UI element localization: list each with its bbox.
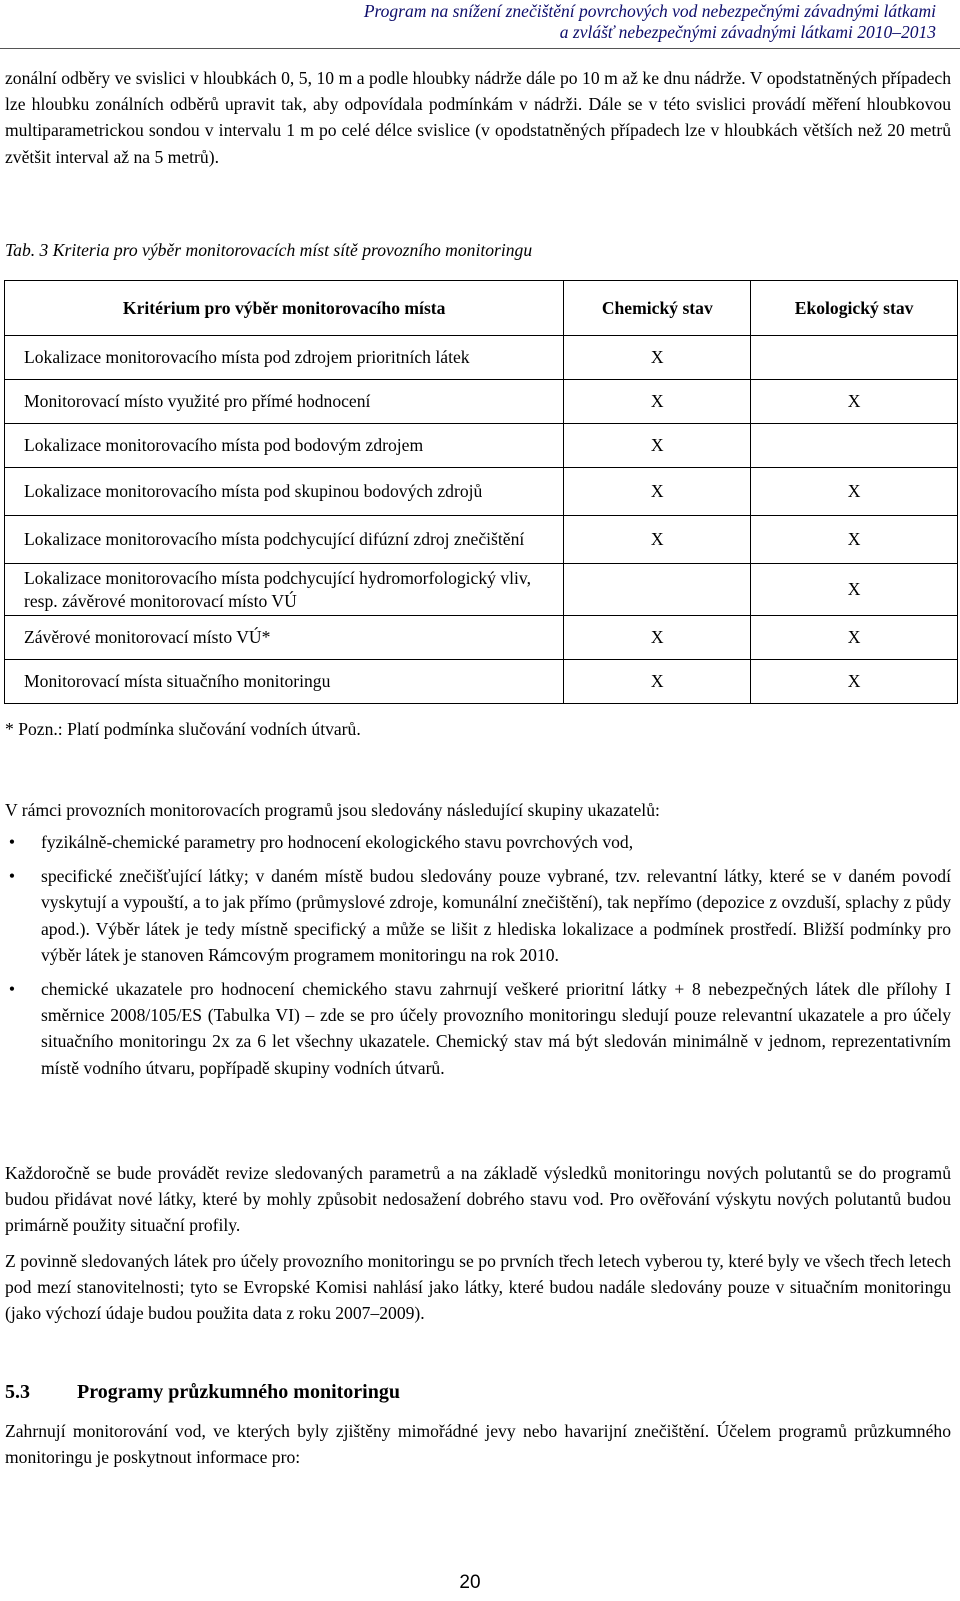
criteria-table xyxy=(4,280,958,704)
chemical-cell: X xyxy=(564,660,751,704)
column-header-criterion: Kritérium pro výběr monitorovacího místa xyxy=(5,281,564,336)
section-paragraph: Zahrnují monitorování vod, ve kterých byly zjištěny mimořádné jevy nebo havarijní znečištění. Účelem programů průzkumného monitoringu je poskytnout informace pro: xyxy=(5,1421,951,1468)
table-row xyxy=(5,468,958,516)
page-number: 20 xyxy=(459,1572,481,1593)
chemical-cell: X xyxy=(564,336,751,380)
table-row xyxy=(5,564,958,616)
table-row xyxy=(5,516,958,564)
chemical-cell: X xyxy=(564,616,751,660)
list-item xyxy=(5,863,951,968)
chemical-cell xyxy=(564,564,751,616)
section-number: 5.3 xyxy=(5,1381,30,1403)
table-caption: Tab. 3 Kriteria pro výběr monitorovacích míst sítě provozního monitoringu xyxy=(5,240,533,260)
criterion-cell: Monitorovací místa situačního monitoringu xyxy=(5,660,564,704)
ecological-cell xyxy=(751,336,958,380)
ecological-cell: X xyxy=(751,564,958,616)
ecological-cell xyxy=(751,424,958,468)
chemical-cell: X xyxy=(564,468,751,516)
ecological-cell: X xyxy=(751,660,958,704)
indicator-group-list xyxy=(5,829,951,1089)
criterion-cell: Lokalizace monitorovacího místa pod skupinou bodových zdrojů xyxy=(5,468,564,516)
table-row xyxy=(5,424,958,468)
table-row xyxy=(5,660,958,704)
list-item-text: chemické ukazatele pro hodnocení chemického stavu zahrnují veškeré prioritní látky + 8 nebezpečných látek dle přílohy I směrnice 2008/105/ES (Tabulka VI) – zde se pro účely provozního monitoringu sledují pouze relevantní ukazatele a pro účely situačního monitoringu 2x za 6 let všechny ukazatele. Chemický stav má být sledován minimálně v jednom, reprezentativním místě vodního útvaru, popřípadě skupiny vodních útvarů. xyxy=(41,979,951,1078)
criterion-cell: Lokalizace monitorovacího místa podchycující difúzní zdroj znečištění xyxy=(5,516,564,564)
column-header-chemical: Chemický stav xyxy=(564,281,751,336)
bullet-icon: • xyxy=(8,832,16,852)
bullet-icon: • xyxy=(8,866,16,887)
criterion-cell: Lokalizace monitorovacího místa pod zdrojem prioritních látek xyxy=(5,336,564,380)
column-header-ecological: Ekologický stav xyxy=(751,281,958,336)
criterion-cell: Lokalizace monitorovacího místa pod bodovým zdrojem xyxy=(5,424,564,468)
revision-paragraph: Každoročně se bude provádět revize sledovaných parametrů a na základě výsledků monitoringu nových polutantů se do programů budou přidávat nové látky, které by mohly způsobit nedosažení dobrého stavu vod. Pro ověřování výskytu nových polutantů budou primárně použity situační profily. xyxy=(5,1163,951,1236)
header-divider xyxy=(0,48,960,49)
criterion-cell: Závěrové monitorovací místo VÚ* xyxy=(5,616,564,660)
table-row xyxy=(5,616,958,660)
chemical-cell: X xyxy=(564,516,751,564)
ecological-cell: X xyxy=(751,380,958,424)
table-header-row xyxy=(5,281,958,336)
table-row xyxy=(5,336,958,380)
header-title-line-2: a zvlášť nebezpečnými závadnými látkami 2010–2013 xyxy=(559,22,936,42)
section-title: Programy průzkumného monitoringu xyxy=(77,1381,400,1403)
table-row xyxy=(5,380,958,424)
ecological-cell: X xyxy=(751,616,958,660)
list-item xyxy=(5,829,951,855)
mandatory-substances-paragraph: Z povinně sledovaných látek pro účely provozního monitoringu se po prvních třech letech vyberou ty, které byly ve všech třech letech pod mezí stanovitelnosti; tyto se Evropské Komisi nahlásí jako látky, které budou nadále sledovány pouze v situačním monitoringu (jako výchozí údaje budou použita data z roku 2007–2009). xyxy=(5,1251,951,1324)
bullet-icon: • xyxy=(8,979,16,1000)
ecological-cell: X xyxy=(751,468,958,516)
list-item-text: fyzikálně-chemické parametry pro hodnocení ekologického stavu povrchových vod, xyxy=(41,832,634,852)
chemical-cell: X xyxy=(564,380,751,424)
section-heading xyxy=(5,1381,400,1404)
criterion-cell: Monitorovací místo využité pro přímé hodnocení xyxy=(5,380,564,424)
ecological-cell: X xyxy=(751,516,958,564)
table-footnote: * Pozn.: Platí podmínka slučování vodních útvarů. xyxy=(5,719,361,739)
header-title-line-1: Program na snížení znečištění povrchových vod nebezpečnými závadnými látkami xyxy=(363,1,936,21)
groups-intro-paragraph: V rámci provozních monitorovacích programů jsou sledovány následující skupiny ukazatelů: xyxy=(5,800,660,820)
chemical-cell: X xyxy=(564,424,751,468)
criterion-cell: Lokalizace monitorovacího místa podchycující hydromorfologický vliv, resp. závěrové monitorovací místo VÚ xyxy=(5,564,564,616)
page-header xyxy=(0,0,960,50)
intro-paragraph: zonální odběry ve svislici v hloubkách 0, 5, 10 m a podle hloubky nádrže dále po 10 m až ke dnu nádrže. V opodstatněných případech lze hloubku zonálních odběrů upravit tak, aby odpovídala podmínkám v nádrži. Dále se v této svislici provádí měření hloubkovou multiparametrickou sondou v intervalu 1 m po celé délce svislice (v opodstatněných případech lze v hloubkách větších než 20 metrů zvětšit interval až na 5 metrů). xyxy=(5,68,951,167)
list-item xyxy=(5,976,951,1081)
list-item-text: specifické znečišťující látky; v daném místě budou sledovány pouze vybrané, tzv. relevantní látky, které se v daném povodí vyskytují a vypouští, a to jak přímo (průmyslové zdroje, komunální znečištění), tak nepřímo (depozice z ovzduší, splachy z půdy apod.). Výběr látek je tedy místně specifický a může se lišit z hlediska lokalizace a podmínek prostředí. Bližší podmínky pro výběr látek je stanoven Rámcovým programem monitoringu na rok 2010. xyxy=(41,866,951,965)
